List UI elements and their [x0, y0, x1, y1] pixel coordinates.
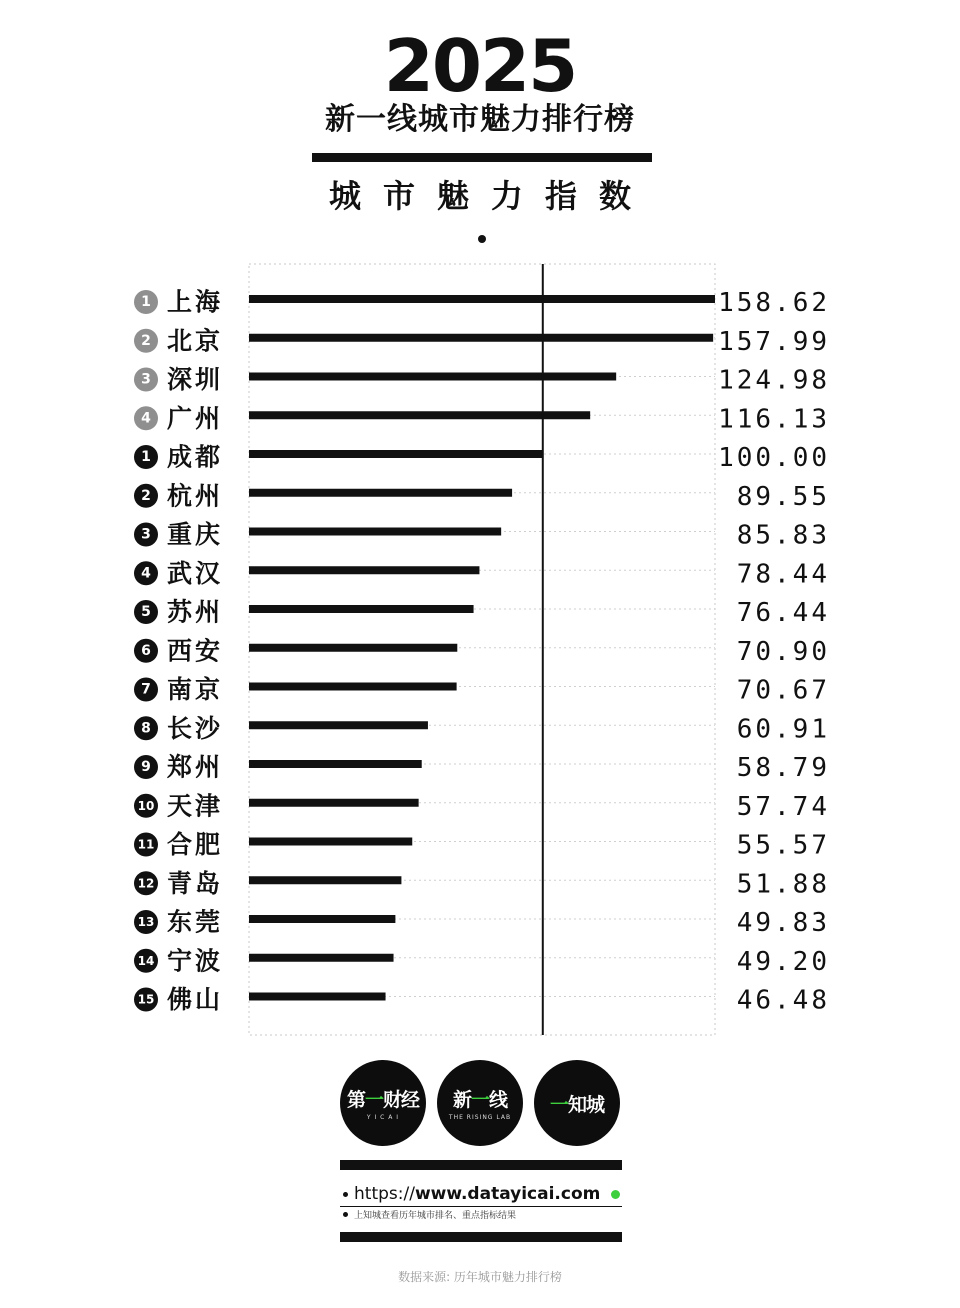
value-label: 85.83 [736, 520, 830, 551]
value-label: 89.55 [736, 481, 830, 512]
value-label: 78.44 [736, 559, 830, 590]
bullet-icon [343, 1192, 348, 1197]
value-label: 55.57 [736, 830, 830, 861]
rank-number: 4 [141, 565, 151, 582]
rank-number: 3 [141, 371, 151, 388]
rank-number: 14 [137, 953, 155, 968]
logo-row [0, 1060, 960, 1150]
url-rule-bottom [340, 1232, 622, 1242]
bar-成都 [249, 450, 543, 458]
city-label: 西安 [167, 636, 224, 666]
city-label: 合肥 [167, 830, 224, 859]
value-label: 46.48 [736, 985, 830, 1016]
rank-number: 4 [141, 410, 151, 427]
city-label: 深圳 [167, 365, 224, 394]
rank-number: 15 [137, 992, 155, 1007]
yicai-logo[interactable]: 第一财经 Y I C A I [340, 1060, 426, 1146]
bar-郑州 [249, 760, 422, 768]
value-label: 116.13 [718, 404, 830, 435]
bar-青岛 [249, 876, 401, 884]
value-label: 76.44 [736, 598, 830, 628]
city-label: 青岛 [167, 868, 224, 898]
rank-number: 10 [137, 798, 155, 813]
value-label: 70.67 [736, 675, 830, 706]
bar-杭州 [249, 489, 512, 497]
city-label: 南京 [167, 675, 224, 704]
rank-number: 2 [141, 332, 151, 349]
data-source: 数据来源: 历年城市魅力排行榜 [398, 1270, 562, 1284]
city-label: 苏州 [167, 597, 224, 627]
bar-武汉 [249, 566, 479, 574]
bullet-icon [343, 1212, 348, 1217]
city-label: 成都 [167, 442, 224, 472]
rank-number: 12 [137, 876, 155, 891]
value-label: 100.00 [718, 443, 830, 473]
rank-number: 8 [141, 720, 151, 737]
city-label: 天津 [167, 791, 224, 821]
city-label: 重庆 [167, 520, 224, 549]
rank-number: 2 [141, 487, 151, 504]
rank-number: 7 [141, 681, 151, 698]
value-label: 158.62 [718, 288, 830, 318]
bar-北京 [249, 334, 713, 342]
bar-东莞 [249, 915, 395, 923]
rank-number: 5 [141, 604, 151, 620]
value-label: 51.88 [736, 869, 830, 900]
title-year: 2025 [383, 24, 577, 108]
bar-深圳 [249, 373, 616, 381]
index-title: 城市魅力指数 [328, 177, 653, 215]
bar-上海 [249, 295, 715, 303]
green-dot-icon [611, 1190, 620, 1199]
bar-西安 [249, 644, 457, 652]
rank-number: 1 [141, 294, 151, 310]
bar-佛山 [249, 993, 386, 1001]
value-label: 57.74 [736, 791, 830, 822]
rank-number: 11 [137, 837, 155, 852]
bar-苏州 [249, 605, 474, 613]
value-label: 60.91 [736, 714, 830, 745]
rank-number: 3 [141, 526, 151, 543]
city-label: 广州 [167, 403, 224, 433]
website-link[interactable]: https://www.datayicai.com [340, 1182, 622, 1207]
city-label: 宁波 [167, 946, 224, 976]
value-label: 58.79 [736, 753, 830, 783]
rank-number: 9 [141, 759, 151, 775]
url-note: 上知城查看历年城市排名、重点指标结果 [340, 1208, 516, 1221]
rank-number: 6 [141, 642, 151, 659]
city-label: 武汉 [167, 558, 224, 588]
bar-宁波 [249, 954, 394, 962]
value-label: 157.99 [718, 326, 830, 357]
bar-南京 [249, 683, 457, 691]
city-label: 郑州 [167, 752, 224, 782]
url-rule-top [340, 1160, 622, 1170]
rising-lab-logo[interactable]: 新一线 THE RISING LAB [437, 1060, 523, 1146]
rank-number: 1 [141, 449, 151, 465]
value-label: 70.90 [736, 636, 830, 667]
value-label: 124.98 [718, 365, 830, 396]
city-label: 上海 [167, 287, 224, 317]
value-label: 49.83 [736, 908, 830, 938]
bar-天津 [249, 799, 419, 807]
value-label: 49.20 [736, 946, 830, 977]
bar-长沙 [249, 721, 428, 729]
city-label: 北京 [167, 326, 224, 356]
zhicheng-logo[interactable]: 一知城 [534, 1060, 620, 1146]
city-label: 佛山 [167, 985, 224, 1014]
bar-重庆 [249, 528, 501, 536]
rank-number: 13 [137, 915, 155, 929]
bar-广州 [249, 411, 590, 419]
chart-title: 新一线城市魅力排行榜 [325, 102, 635, 137]
bar-合肥 [249, 838, 412, 846]
city-label: 东莞 [167, 907, 224, 937]
city-label: 长沙 [167, 713, 224, 743]
city-label: 杭州 [167, 481, 224, 511]
